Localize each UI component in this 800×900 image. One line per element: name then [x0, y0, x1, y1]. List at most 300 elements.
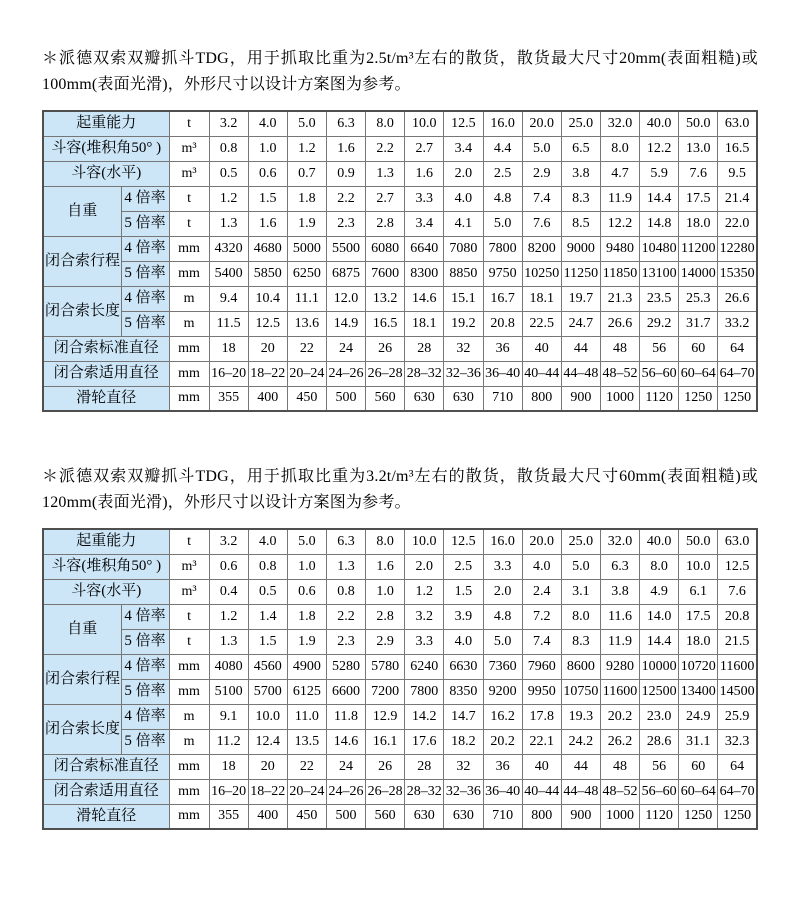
value-cell: 16.7	[483, 286, 522, 311]
row-sublabel: 4 倍率	[121, 654, 169, 679]
row-unit: mm	[169, 779, 209, 804]
table-row	[43, 161, 757, 186]
value-cell: 16.0	[483, 111, 522, 136]
value-cell: 10.0	[405, 529, 444, 554]
value-cell: 14.9	[326, 311, 365, 336]
value-cell: 630	[444, 804, 483, 829]
value-cell: 20–24	[287, 361, 326, 386]
value-cell: 17.6	[405, 729, 444, 754]
value-cell: 10.0	[405, 111, 444, 136]
value-cell: 11.5	[209, 311, 248, 336]
value-cell: 24.2	[561, 729, 600, 754]
value-cell: 48	[600, 336, 639, 361]
value-cell: 18–22	[248, 779, 287, 804]
value-cell: 8.0	[600, 136, 639, 161]
value-cell: 12.0	[326, 286, 365, 311]
value-cell: 11600	[718, 654, 757, 679]
value-cell: 0.8	[248, 554, 287, 579]
value-cell: 560	[366, 804, 405, 829]
value-cell: 1.0	[287, 554, 326, 579]
value-cell: 1.2	[287, 136, 326, 161]
value-cell: 6250	[287, 261, 326, 286]
value-cell: 18–22	[248, 361, 287, 386]
value-cell: 2.7	[366, 186, 405, 211]
value-cell: 26	[366, 754, 405, 779]
value-cell: 28–32	[405, 361, 444, 386]
value-cell: 8.0	[366, 111, 405, 136]
value-cell: 1000	[600, 386, 639, 411]
value-cell: 23.5	[640, 286, 679, 311]
value-cell: 450	[287, 386, 326, 411]
table-row	[43, 554, 757, 579]
row-label: 闭合索长度	[43, 704, 121, 754]
row-label: 闭合索标准直径	[43, 336, 169, 361]
value-cell: 21.5	[718, 629, 757, 654]
value-cell: 560	[366, 386, 405, 411]
value-cell: 4.8	[483, 186, 522, 211]
table-row	[43, 211, 757, 236]
value-cell: 13.5	[287, 729, 326, 754]
value-cell: 19.7	[561, 286, 600, 311]
value-cell: 1250	[679, 804, 718, 829]
row-unit: m	[169, 704, 209, 729]
value-cell: 6.5	[561, 136, 600, 161]
value-cell: 4.9	[640, 579, 679, 604]
value-cell: 10250	[522, 261, 561, 286]
value-cell: 9.5	[718, 161, 757, 186]
row-unit: m	[169, 286, 209, 311]
value-cell: 26.6	[600, 311, 639, 336]
value-cell: 31.1	[679, 729, 718, 754]
value-cell: 11.8	[326, 704, 365, 729]
table-row	[43, 529, 757, 554]
value-cell: 14.6	[326, 729, 365, 754]
value-cell: 56–60	[640, 779, 679, 804]
row-unit: m³	[169, 554, 209, 579]
value-cell: 23.0	[640, 704, 679, 729]
value-cell: 12.2	[600, 211, 639, 236]
value-cell: 10000	[640, 654, 679, 679]
value-cell: 40.0	[640, 111, 679, 136]
value-cell: 0.8	[326, 579, 365, 604]
value-cell: 8.0	[640, 554, 679, 579]
value-cell: 9.1	[209, 704, 248, 729]
table-row	[43, 604, 757, 629]
value-cell: 7800	[483, 236, 522, 261]
value-cell: 500	[326, 804, 365, 829]
value-cell: 355	[209, 386, 248, 411]
value-cell: 0.8	[209, 136, 248, 161]
value-cell: 16–20	[209, 361, 248, 386]
value-cell: 20.2	[483, 729, 522, 754]
value-cell: 40	[522, 754, 561, 779]
row-label: 起重能力	[43, 111, 169, 136]
value-cell: 0.5	[248, 579, 287, 604]
value-cell: 56–60	[640, 361, 679, 386]
value-cell: 12500	[640, 679, 679, 704]
value-cell: 48	[600, 754, 639, 779]
value-cell: 4900	[287, 654, 326, 679]
row-unit: m	[169, 729, 209, 754]
value-cell: 8.0	[366, 529, 405, 554]
value-cell: 26	[366, 336, 405, 361]
value-cell: 33.2	[718, 311, 757, 336]
value-cell: 40	[522, 336, 561, 361]
value-cell: 4080	[209, 654, 248, 679]
value-cell: 2.4	[522, 579, 561, 604]
value-cell: 28.6	[640, 729, 679, 754]
value-cell: 22.1	[522, 729, 561, 754]
value-cell: 8.5	[561, 211, 600, 236]
value-cell: 630	[405, 386, 444, 411]
value-cell: 1250	[718, 386, 757, 411]
value-cell: 7080	[444, 236, 483, 261]
value-cell: 36	[483, 754, 522, 779]
value-cell: 48–52	[600, 361, 639, 386]
value-cell: 7800	[405, 679, 444, 704]
value-cell: 1.6	[405, 161, 444, 186]
value-cell: 5850	[248, 261, 287, 286]
value-cell: 32.0	[600, 111, 639, 136]
value-cell: 6630	[444, 654, 483, 679]
row-unit: mm	[169, 236, 209, 261]
value-cell: 900	[561, 804, 600, 829]
row-unit: mm	[169, 654, 209, 679]
value-cell: 6600	[326, 679, 365, 704]
value-cell: 16.5	[718, 136, 757, 161]
value-cell: 12.5	[444, 111, 483, 136]
value-cell: 25.9	[718, 704, 757, 729]
value-cell: 1.9	[287, 211, 326, 236]
value-cell: 1.6	[248, 211, 287, 236]
value-cell: 4.0	[522, 554, 561, 579]
value-cell: 36	[483, 336, 522, 361]
value-cell: 22.0	[718, 211, 757, 236]
value-cell: 64	[718, 754, 757, 779]
product-description-paragraph: ＊派德双索双瓣抓斗TDG，用于抓取比重为3.2t/m³左右的散货，散货最大尺寸60mm(表面粗糙)或120mm(表面光滑)，外形尺寸以设计方案图为参考。	[42, 468, 758, 511]
value-cell: 40–44	[522, 361, 561, 386]
value-cell: 19.2	[444, 311, 483, 336]
row-sublabel: 5 倍率	[121, 729, 169, 754]
table-row	[43, 111, 757, 136]
row-unit: t	[169, 111, 209, 136]
value-cell: 3.4	[405, 211, 444, 236]
value-cell: 12.5	[248, 311, 287, 336]
value-cell: 20–24	[287, 779, 326, 804]
value-cell: 10.4	[248, 286, 287, 311]
value-cell: 4680	[248, 236, 287, 261]
spec-table-2-5t	[42, 110, 758, 412]
value-cell: 400	[248, 386, 287, 411]
value-cell: 8200	[522, 236, 561, 261]
row-sublabel: 5 倍率	[121, 629, 169, 654]
value-cell: 1.8	[287, 186, 326, 211]
row-unit: mm	[169, 261, 209, 286]
value-cell: 26–28	[366, 779, 405, 804]
value-cell: 13.2	[366, 286, 405, 311]
value-cell: 10.0	[679, 554, 718, 579]
value-cell: 1.4	[248, 604, 287, 629]
value-cell: 3.2	[405, 604, 444, 629]
value-cell: 2.3	[326, 211, 365, 236]
value-cell: 5100	[209, 679, 248, 704]
value-cell: 1.3	[209, 211, 248, 236]
row-label: 起重能力	[43, 529, 169, 554]
value-cell: 6.3	[326, 529, 365, 554]
value-cell: 25.3	[679, 286, 718, 311]
value-cell: 1.6	[366, 554, 405, 579]
value-cell: 64–70	[718, 779, 757, 804]
value-cell: 9950	[522, 679, 561, 704]
value-cell: 4.0	[444, 629, 483, 654]
value-cell: 12.5	[718, 554, 757, 579]
value-cell: 64–70	[718, 361, 757, 386]
value-cell: 18.0	[679, 211, 718, 236]
value-cell: 8300	[405, 261, 444, 286]
value-cell: 28	[405, 336, 444, 361]
value-cell: 7200	[366, 679, 405, 704]
value-cell: 800	[522, 804, 561, 829]
value-cell: 63.0	[718, 111, 757, 136]
value-cell: 8850	[444, 261, 483, 286]
value-cell: 16.1	[366, 729, 405, 754]
value-cell: 24.9	[679, 704, 718, 729]
value-cell: 12.5	[444, 529, 483, 554]
value-cell: 9200	[483, 679, 522, 704]
value-cell: 5.0	[287, 529, 326, 554]
value-cell: 4.7	[600, 161, 639, 186]
value-cell: 1.5	[248, 629, 287, 654]
value-cell: 7.6	[679, 161, 718, 186]
value-cell: 1.2	[209, 604, 248, 629]
value-cell: 48–52	[600, 779, 639, 804]
value-cell: 44	[561, 754, 600, 779]
value-cell: 4320	[209, 236, 248, 261]
row-unit: t	[169, 211, 209, 236]
value-cell: 8.3	[561, 186, 600, 211]
value-cell: 13.0	[679, 136, 718, 161]
value-cell: 32.3	[718, 729, 757, 754]
value-cell: 7600	[366, 261, 405, 286]
value-cell: 40–44	[522, 779, 561, 804]
value-cell: 12280	[718, 236, 757, 261]
value-cell: 6.1	[679, 579, 718, 604]
value-cell: 5400	[209, 261, 248, 286]
table-row	[43, 654, 757, 679]
value-cell: 5.0	[561, 554, 600, 579]
value-cell: 21.3	[600, 286, 639, 311]
value-cell: 11.9	[600, 629, 639, 654]
value-cell: 60–64	[679, 361, 718, 386]
value-cell: 2.3	[326, 629, 365, 654]
value-cell: 11.6	[600, 604, 639, 629]
value-cell: 14500	[718, 679, 757, 704]
value-cell: 16.2	[483, 704, 522, 729]
value-cell: 26.2	[600, 729, 639, 754]
value-cell: 32	[444, 336, 483, 361]
value-cell: 12.9	[366, 704, 405, 729]
value-cell: 31.7	[679, 311, 718, 336]
table-row	[43, 779, 757, 804]
value-cell: 6640	[405, 236, 444, 261]
table-row	[43, 286, 757, 311]
row-unit: m	[169, 311, 209, 336]
value-cell: 450	[287, 804, 326, 829]
value-cell: 20	[248, 754, 287, 779]
value-cell: 18	[209, 754, 248, 779]
value-cell: 28–32	[405, 779, 444, 804]
table-row	[43, 261, 757, 286]
value-cell: 32–36	[444, 361, 483, 386]
value-cell: 16.5	[366, 311, 405, 336]
value-cell: 32–36	[444, 779, 483, 804]
row-label: 斗容(堆积角50° )	[43, 136, 169, 161]
value-cell: 10750	[561, 679, 600, 704]
value-cell: 9480	[600, 236, 639, 261]
table-row	[43, 579, 757, 604]
value-cell: 8.0	[561, 604, 600, 629]
value-cell: 2.0	[483, 579, 522, 604]
value-cell: 17.5	[679, 186, 718, 211]
row-unit: m³	[169, 136, 209, 161]
value-cell: 9750	[483, 261, 522, 286]
row-label: 闭合索适用直径	[43, 361, 169, 386]
value-cell: 18	[209, 336, 248, 361]
value-cell: 2.2	[326, 186, 365, 211]
value-cell: 14.7	[444, 704, 483, 729]
value-cell: 18.1	[405, 311, 444, 336]
value-cell: 3.8	[561, 161, 600, 186]
row-label: 斗容(水平)	[43, 579, 169, 604]
value-cell: 18.0	[679, 629, 718, 654]
value-cell: 20	[248, 336, 287, 361]
table-row	[43, 236, 757, 261]
table-row	[43, 336, 757, 361]
row-sublabel: 4 倍率	[121, 286, 169, 311]
row-sublabel: 5 倍率	[121, 311, 169, 336]
value-cell: 5.0	[483, 629, 522, 654]
value-cell: 2.5	[444, 554, 483, 579]
value-cell: 0.6	[287, 579, 326, 604]
value-cell: 6125	[287, 679, 326, 704]
value-cell: 8.3	[561, 629, 600, 654]
table-row	[43, 804, 757, 829]
value-cell: 1.2	[209, 186, 248, 211]
value-cell: 17.8	[522, 704, 561, 729]
value-cell: 5780	[366, 654, 405, 679]
value-cell: 25.0	[561, 529, 600, 554]
value-cell: 7.6	[522, 211, 561, 236]
value-cell: 5.0	[287, 111, 326, 136]
value-cell: 20.0	[522, 529, 561, 554]
value-cell: 3.2	[209, 111, 248, 136]
value-cell: 22	[287, 336, 326, 361]
value-cell: 21.4	[718, 186, 757, 211]
value-cell: 25.0	[561, 111, 600, 136]
value-cell: 5.9	[640, 161, 679, 186]
value-cell: 355	[209, 804, 248, 829]
value-cell: 6875	[326, 261, 365, 286]
value-cell: 1120	[640, 804, 679, 829]
value-cell: 11850	[600, 261, 639, 286]
row-sublabel: 5 倍率	[121, 261, 169, 286]
row-label: 闭合索适用直径	[43, 779, 169, 804]
value-cell: 24–26	[326, 361, 365, 386]
table-row	[43, 629, 757, 654]
value-cell: 2.2	[366, 136, 405, 161]
value-cell: 10720	[679, 654, 718, 679]
value-cell: 3.3	[405, 186, 444, 211]
value-cell: 2.0	[444, 161, 483, 186]
row-sublabel: 5 倍率	[121, 211, 169, 236]
row-unit: mm	[169, 679, 209, 704]
value-cell: 14.6	[405, 286, 444, 311]
value-cell: 6240	[405, 654, 444, 679]
value-cell: 60	[679, 754, 718, 779]
value-cell: 36–40	[483, 779, 522, 804]
value-cell: 3.8	[600, 579, 639, 604]
value-cell: 4.4	[483, 136, 522, 161]
table-row	[43, 729, 757, 754]
value-cell: 56	[640, 754, 679, 779]
value-cell: 1.3	[326, 554, 365, 579]
value-cell: 11.1	[287, 286, 326, 311]
value-cell: 1.2	[405, 579, 444, 604]
value-cell: 7.4	[522, 629, 561, 654]
value-cell: 1.0	[366, 579, 405, 604]
row-label: 滑轮直径	[43, 804, 169, 829]
value-cell: 12.2	[640, 136, 679, 161]
table-row	[43, 704, 757, 729]
value-cell: 5.0	[483, 211, 522, 236]
value-cell: 16.0	[483, 529, 522, 554]
value-cell: 20.8	[483, 311, 522, 336]
row-label: 斗容(堆积角50° )	[43, 554, 169, 579]
row-unit: mm	[169, 361, 209, 386]
value-cell: 20.8	[718, 604, 757, 629]
row-label: 闭合索标准直径	[43, 754, 169, 779]
value-cell: 2.9	[366, 629, 405, 654]
table-row	[43, 361, 757, 386]
value-cell: 1.5	[248, 186, 287, 211]
value-cell: 11200	[679, 236, 718, 261]
table-row	[43, 136, 757, 161]
value-cell: 4.0	[444, 186, 483, 211]
value-cell: 5280	[326, 654, 365, 679]
value-cell: 630	[444, 386, 483, 411]
value-cell: 5500	[326, 236, 365, 261]
value-cell: 1.6	[326, 136, 365, 161]
value-cell: 13100	[640, 261, 679, 286]
row-unit: t	[169, 604, 209, 629]
row-label: 闭合索行程	[43, 654, 121, 704]
value-cell: 8600	[561, 654, 600, 679]
spec-table-3-2t	[42, 528, 758, 830]
value-cell: 22	[287, 754, 326, 779]
value-cell: 14.2	[405, 704, 444, 729]
value-cell: 7.2	[522, 604, 561, 629]
value-cell: 14.4	[640, 629, 679, 654]
value-cell: 2.7	[405, 136, 444, 161]
value-cell: 3.3	[405, 629, 444, 654]
value-cell: 6080	[366, 236, 405, 261]
value-cell: 50.0	[679, 529, 718, 554]
value-cell: 1000	[600, 804, 639, 829]
row-sublabel: 4 倍率	[121, 236, 169, 261]
value-cell: 44	[561, 336, 600, 361]
value-cell: 17.5	[679, 604, 718, 629]
value-cell: 0.4	[209, 579, 248, 604]
